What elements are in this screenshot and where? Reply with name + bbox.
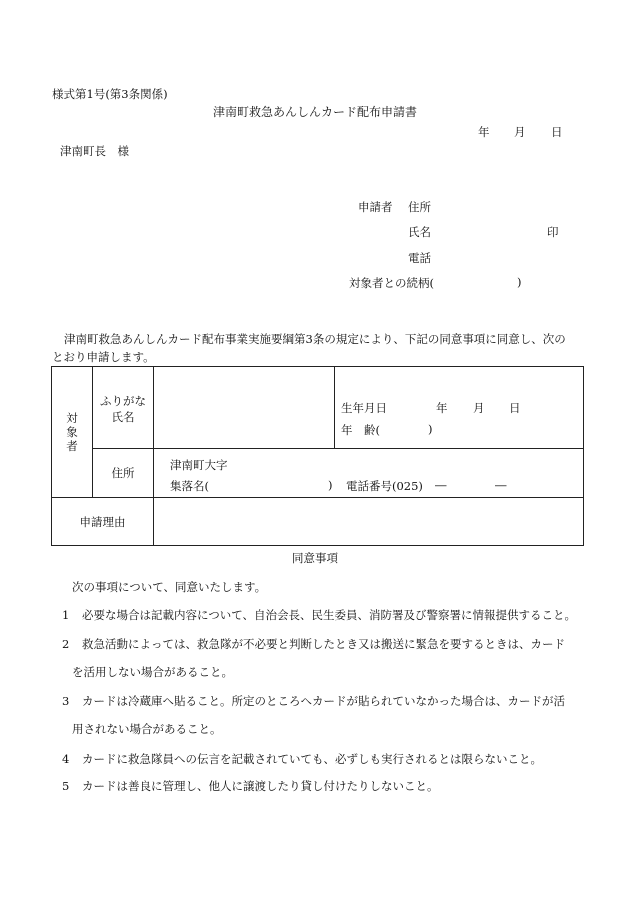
application-table — [51, 366, 584, 546]
address-label-cell — [93, 449, 154, 498]
phone-dash-2: ― — [495, 478, 507, 492]
item-number: 3 — [62, 694, 70, 708]
applicant-phone-label: 電話 — [408, 251, 431, 265]
seal-mark: 印 — [547, 225, 559, 239]
phone-dash-1: ― — [435, 478, 447, 492]
birth-label: 生年月日 — [341, 401, 387, 415]
consent-item — [62, 607, 576, 623]
age-close: ) — [428, 422, 433, 436]
form-number: 様式第1号(第3条関係) — [52, 87, 168, 101]
date-year: 年 — [478, 125, 490, 139]
applicant-address-label: 住所 — [408, 200, 431, 214]
document-title: 津南町救急あんしんカード配布申請書 — [212, 105, 417, 119]
address-label: 住所 — [111, 466, 135, 480]
birth-year: 年 — [436, 401, 448, 415]
address-input-cell[interactable] — [154, 449, 584, 498]
reason-label-cell — [52, 498, 154, 546]
name-input-cell[interactable] — [154, 367, 335, 449]
subject-char: 対 — [66, 411, 78, 425]
item-text: カードに救急隊員への伝言を記載されていても、必ずしも実行されるとは限らないこと。 — [82, 752, 542, 766]
name-label-cell — [93, 367, 154, 449]
consent-item — [62, 636, 565, 652]
furigana-label: ふりがな — [100, 394, 146, 408]
settlement-close: ) — [328, 478, 333, 492]
name-label: 氏名 — [111, 410, 135, 424]
consent-intro: 次の事項について、同意いたします。 — [72, 580, 267, 594]
age-label: 年 齢( — [341, 423, 380, 437]
birth-day: 日 — [509, 401, 521, 415]
subject-char: 者 — [66, 439, 78, 453]
item-text-continued: を活用しない場合があること。 — [72, 665, 233, 679]
intro-line-1: 津南町救急あんしんカード配布事業実施要綱第3条の規定により、下記の同意事項に同意し、次の — [64, 332, 566, 346]
consent-item — [62, 778, 439, 794]
item-text: カードは善良に管理し、他人に譲渡したり貸し付けたりしないこと。 — [82, 779, 439, 793]
item-number: 1 — [62, 608, 70, 622]
subject-header — [52, 367, 93, 498]
intro-paragraph — [52, 330, 582, 366]
item-number: 5 — [62, 779, 70, 793]
item-text: カードは冷蔵庫へ貼ること。所定のところへカードが貼られていなかった場合は、カードが活 — [82, 694, 565, 708]
item-text: 救急活動によっては、救急隊が不必要と判断したとき又は搬送に緊急を要するときは、カード — [82, 637, 565, 651]
item-text-continued: 用されない場合があること。 — [72, 722, 222, 736]
consent-title: 同意事項 — [292, 551, 338, 565]
item-number: 2 — [62, 637, 70, 651]
birth-age-cell[interactable] — [335, 367, 584, 449]
phone-label: 電話番号(025) — [346, 479, 423, 493]
consent-item — [62, 751, 542, 767]
consent-item — [62, 693, 565, 709]
applicant-name-label: 氏名 — [408, 225, 431, 239]
item-text: 必要な場合は記載内容について、自治会長、民生委員、消防署及び警察署に情報提供すること。 — [82, 608, 577, 622]
date-day: 日 — [551, 125, 563, 139]
subject-char: 象 — [66, 425, 78, 439]
birth-month: 月 — [473, 401, 485, 415]
relation-label: 対象者との続柄( — [349, 276, 434, 290]
addressee: 津南町長 様 — [60, 144, 129, 158]
settlement-label: 集落名( — [170, 479, 209, 493]
reason-input-cell[interactable] — [154, 498, 584, 546]
item-number: 4 — [62, 752, 70, 766]
reason-label: 申請理由 — [79, 514, 126, 529]
relation-close: ) — [517, 275, 522, 289]
address-prefix: 津南町大字 — [170, 458, 228, 472]
intro-line-2: とおり申請します。 — [52, 350, 155, 364]
applicant-label: 申請者 — [358, 200, 393, 214]
date-month: 月 — [514, 125, 526, 139]
